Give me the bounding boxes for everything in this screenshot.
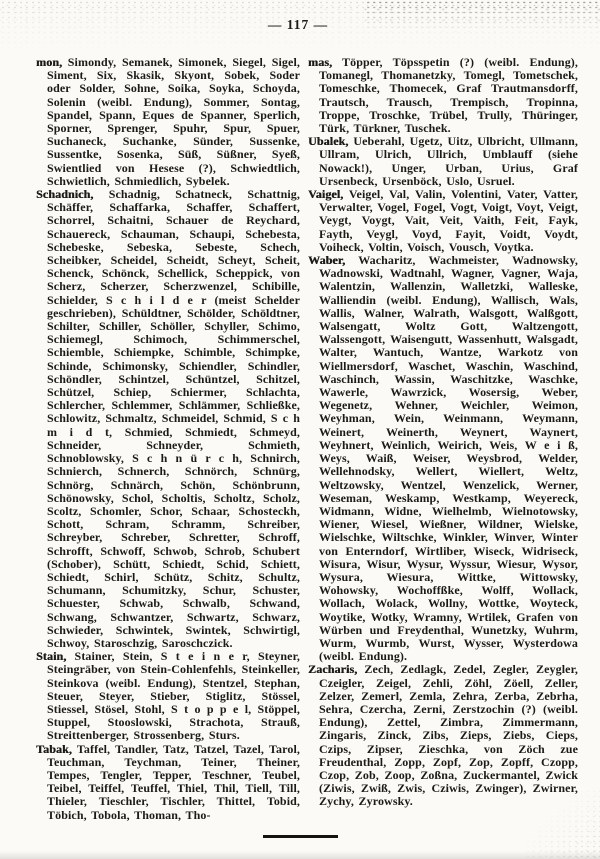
paragraph-text: Ueberahl, Ugetz, Uitz, Ulbricht, Ullmann, Ullram, Ulrich, Ullrich, Umblauff (siehe Nowack!), Unger, Urban, Urius, Graf Ursenbeck, Ursenböck, Uslo, Usruel. xyxy=(319,134,578,188)
paragraph-text: Taffel, Tandler, Tatz, Tatzel, Tazel, Tarol, Teuchman, Teychman, Teiner, Theiner, Tempes, Tengler, Tepper, Teschner, Teubel, Teibel, Teiffel, Teuffel, Thiel, Thil, Tiell, Till, Thieler, Tieschler, Tischler, Thittel, Tobid, Töbich, Tobola, Thoman, Tho- xyxy=(47,741,300,822)
paragraph-lead: Waber, xyxy=(308,253,346,268)
paragraph-lead: mon, xyxy=(36,55,63,69)
name-list-paragraph-z xyxy=(308,663,578,808)
paragraph-lead: Zacharis, xyxy=(308,662,358,677)
name-list-paragraph-st xyxy=(36,650,300,742)
name-list-paragraph-sch xyxy=(36,188,300,650)
name-list-paragraph-v xyxy=(308,188,578,254)
paragraph-lead: Stain, xyxy=(36,649,67,664)
name-list-paragraph-u xyxy=(308,135,578,188)
name-list-paragraph-s-continuation xyxy=(36,56,300,188)
paragraph-text: Veigel, Val, Valin, Volentini, Vater, Vatter, Verwalter, Vogel, Fogel, Vogt, Voigt, Voyt, Veigt, Veygt, Voygt, Vait, Veit, Vaith, Feit, Fayk, Fayth, Veygl, Voyd, Fayit, Voidt, Voydt, Voiheck, Voltin, Voisch, Vousch, Voytka. xyxy=(319,187,578,254)
name-list-paragraph-t-continuation xyxy=(308,56,578,135)
paragraph-lead: Schadnich, xyxy=(36,187,94,202)
paragraph-text: Simondy, Semanek, Simonek, Siegel, Sigel, Siment, Six, Skasik, Skyont, Sobek, Soder oder Solder, Sohne, Soika, Soyka, Schoyda, Solenin (weibl. Endung), Sommer, Sontag, Spandel, Spann, Eques de Spanner, Sperlich, Sporner, Sprenger, Spuhr, Spur, Spuer, Suchaneck, Suchanke, Sünder, Sussenke, Sussentke, Sosenka, Süß, Süßner, Syeß, Swientlied von Hesese (?), Schwiedtlich, Schwietlich, Schmiedlich, Sybelek. xyxy=(47,55,300,188)
left-column xyxy=(36,56,300,822)
paragraph-lead: Tabak, xyxy=(36,741,72,756)
name-list-paragraph-w xyxy=(308,254,578,663)
paragraph-lead: mas, xyxy=(308,55,333,69)
paragraph-text: Töpper, Töpsspetin (?) (weibl. Endung), Tomanegl, Thomanetzky, Tomegl, Tometschek, Tomeschke, Thomecek, Graf Trautmansdorff, Trautsch, Trausch, Trempisch, Tropinna, Troppe, Troschke, Trübel, Trully, Thüringer, Türk, Türkner, Tuschek. xyxy=(319,55,578,136)
paragraph-text: Schadnig, Schatneck, Schattnig, Schäffer, Schaffarka, Schaffer, Schaffert, Schorrel, Schaitni, Schauer de Reychard, Schauereck, Schauman, Schaupi, Schebesta, Schebeske, Sebeska, Sebeste, Schech, Scheibker, Scheidel, Scheidt, Scheyt, Scheit, Schenck, Schönck, Schellick, Scheppick, von Scherz, Scherzer, Scherzwenzel, Schibille, Schielder, S c h i l d e r (meist Schelder geschrieben), Schüldtner, Schölder, Schöldtner, Schilter, Schiller, Schöller, Schyller, Schimo, Schiemegl, Schimoch, Schimmerschel, Schiemble, Schiempke, Schimble, Schimpke, Schinde, Schimonsky, Schiendler, Schindler, Schöndler, Schintzel, Schüntzel, Schitzel, Schützel, Schiep, Schiermer, Schlachta, Schlercher, Schlemmer, Schlämmer, Schließke, Schlowitz, Schmaltz, Schmeidel, Schmid, S c h m i d t, Schmied, Schmiedt, Schmeyd, Schneider, Schneyder, Schmieth, Schnoblowsky, S c h n ü r c h, Schnirch, Schnierch, Schnerch, Schnörch, Schnürg, Schnörg, Schnärch, Schön, Schönbrunn, Schönowsky, Schol, Scholtis, Scholtz, Scholz, Scoltz, Schomler, Schor, Schaar, Schosteckh, Schott, Schram, Schramm, Schreiber, Schreyber, Schreber, Schretter, Schroff, Schrofft, Schwoff, Schwob, Schrob, Schubert (Schober), Schütt, Schiedt, Schid, Schiett, Schiedt, Schirl, Schütz, Schitz, Schultz, Schumann, Schumitzky, Schur, Schuster, Schuester, Schwab, Schwalb, Schwand, Schwang, Schwantzer, Schwartz, Schwarz, Schwieder, Schwintek, Swintek, Schwirtigl, Schwoy, Staroschzig, Saroschczick. xyxy=(47,187,300,650)
name-list-paragraph-t xyxy=(36,743,300,822)
paragraph-lead: Ubalek, xyxy=(308,134,349,149)
paragraph-text: Wacharitz, Wachmeister, Wadnowsky, Wadnowski, Wadtnahl, Wagner, Vagner, Waja, Walentzin, Wallenzin, Walletzki, Walleske, Walliendin (weibl. Endung), Wallisch, Wals, Wallis, Walner, Walrath, Walsgott, Walßgott, Walsengatt, Woltz Gott, Waltzengott, Walssengott, Waisengutt, Wassenhutt, Walsgadt, Walter, Wantuch, Wantze, Warkotz von Wiellmersdorf, Waschet, Waschin, Waschind, Waschinch, Wassin, Waschitzke, Waschke, Wawerle, Wawrzick, Wosersig, Weber, Wegenetz, Wehner, Weichler, Weimon, Weyhman, Wein, Weinmann, Weymann, Weinert, Weinerth, Weynert, Waynert, Weyhnert, Weinlich, Weirich, Weis, W e i ß, Weys, Waiß, Weiser, Weysbrod, Welder, Wellehnodsky, Wellert, Wiellert, Weltz, Weltzowsky, Wentzel, Wenzelick, Werner, Weseman, Weskamp, Westkamp, Weyereck, Widmann, Widne, Wielhelmb, Wielnotowsky, Wiener, Wiesel, Wießner, Wildner, Wielske, Wielschke, Wiltschke, Winkler, Winver, Winter von Enterndorf, Wirtliber, Wiseck, Widriseck, Wisura, Wisur, Wysur, Wyssur, Wiesur, Wysor, Wysura, Wiesura, Wittke, Wittowsky, Wohowsky, Wochoffßke, Wolff, Wollack, Wollach, Wolack, Wollny, Wottke, Woyteck, Woytike, Wotky, Wramny, Wrtilek, Grafen von Würben und Freydenthal, Wunetzky, Wuhrm, Wurm, Wurmb, Wurst, Wysser, Wysterdowa (weibl. Endung). xyxy=(319,253,578,664)
section-end-rule xyxy=(263,835,338,838)
paragraph-text: Zech, Zedlagk, Zedel, Zegler, Zeygler, Czeigler, Zeigel, Zehli, Zöhl, Zöell, Zeller, Zelzer, Zemerl, Zemla, Zehra, Zerba, Zebrha, Sehra, Czercha, Zerni, Zerstzochin (?) (weibl. Endung), Zettel, Zimbra, Zimmermann, Zingaris, Zinck, Zibs, Zieps, Ziebs, Cieps, Czips, Zipser, Zieschka, von Zöch zue Freudenthal, Zopp, Zopf, Zop, Zopff, Czopp, Czop, Zob, Zoop, Zoßna, Zuckermantel, Zwick (Ziwis, Zwiß, Zwis, Cziwis, Zwinger), Zwirner, Zychy, Zyrowsky. xyxy=(319,662,578,809)
paragraph-text: Stainer, Stein, S t e i n e r, Steyner, Steingräber, von Stein-Cohlenfehls, Steinkeller, Steinkova (weibl. Endung), Stentzel, Stephan, Steuer, Steyer, Stieber, Stiglitz, Stössel, Stiessel, Stösel, Stohl, S t o p p e l, Stöppel, Stuppel, Stooslowski, Strachota, Strauß, Streittenberger, Strossenberg, Sturs. xyxy=(47,649,300,743)
paragraph-lead: Vaigel, xyxy=(308,187,344,202)
page-number: — 117 — xyxy=(267,17,329,32)
right-column xyxy=(308,56,578,822)
scan-bottom-edge-shadow xyxy=(0,851,600,859)
text-columns xyxy=(36,56,578,822)
